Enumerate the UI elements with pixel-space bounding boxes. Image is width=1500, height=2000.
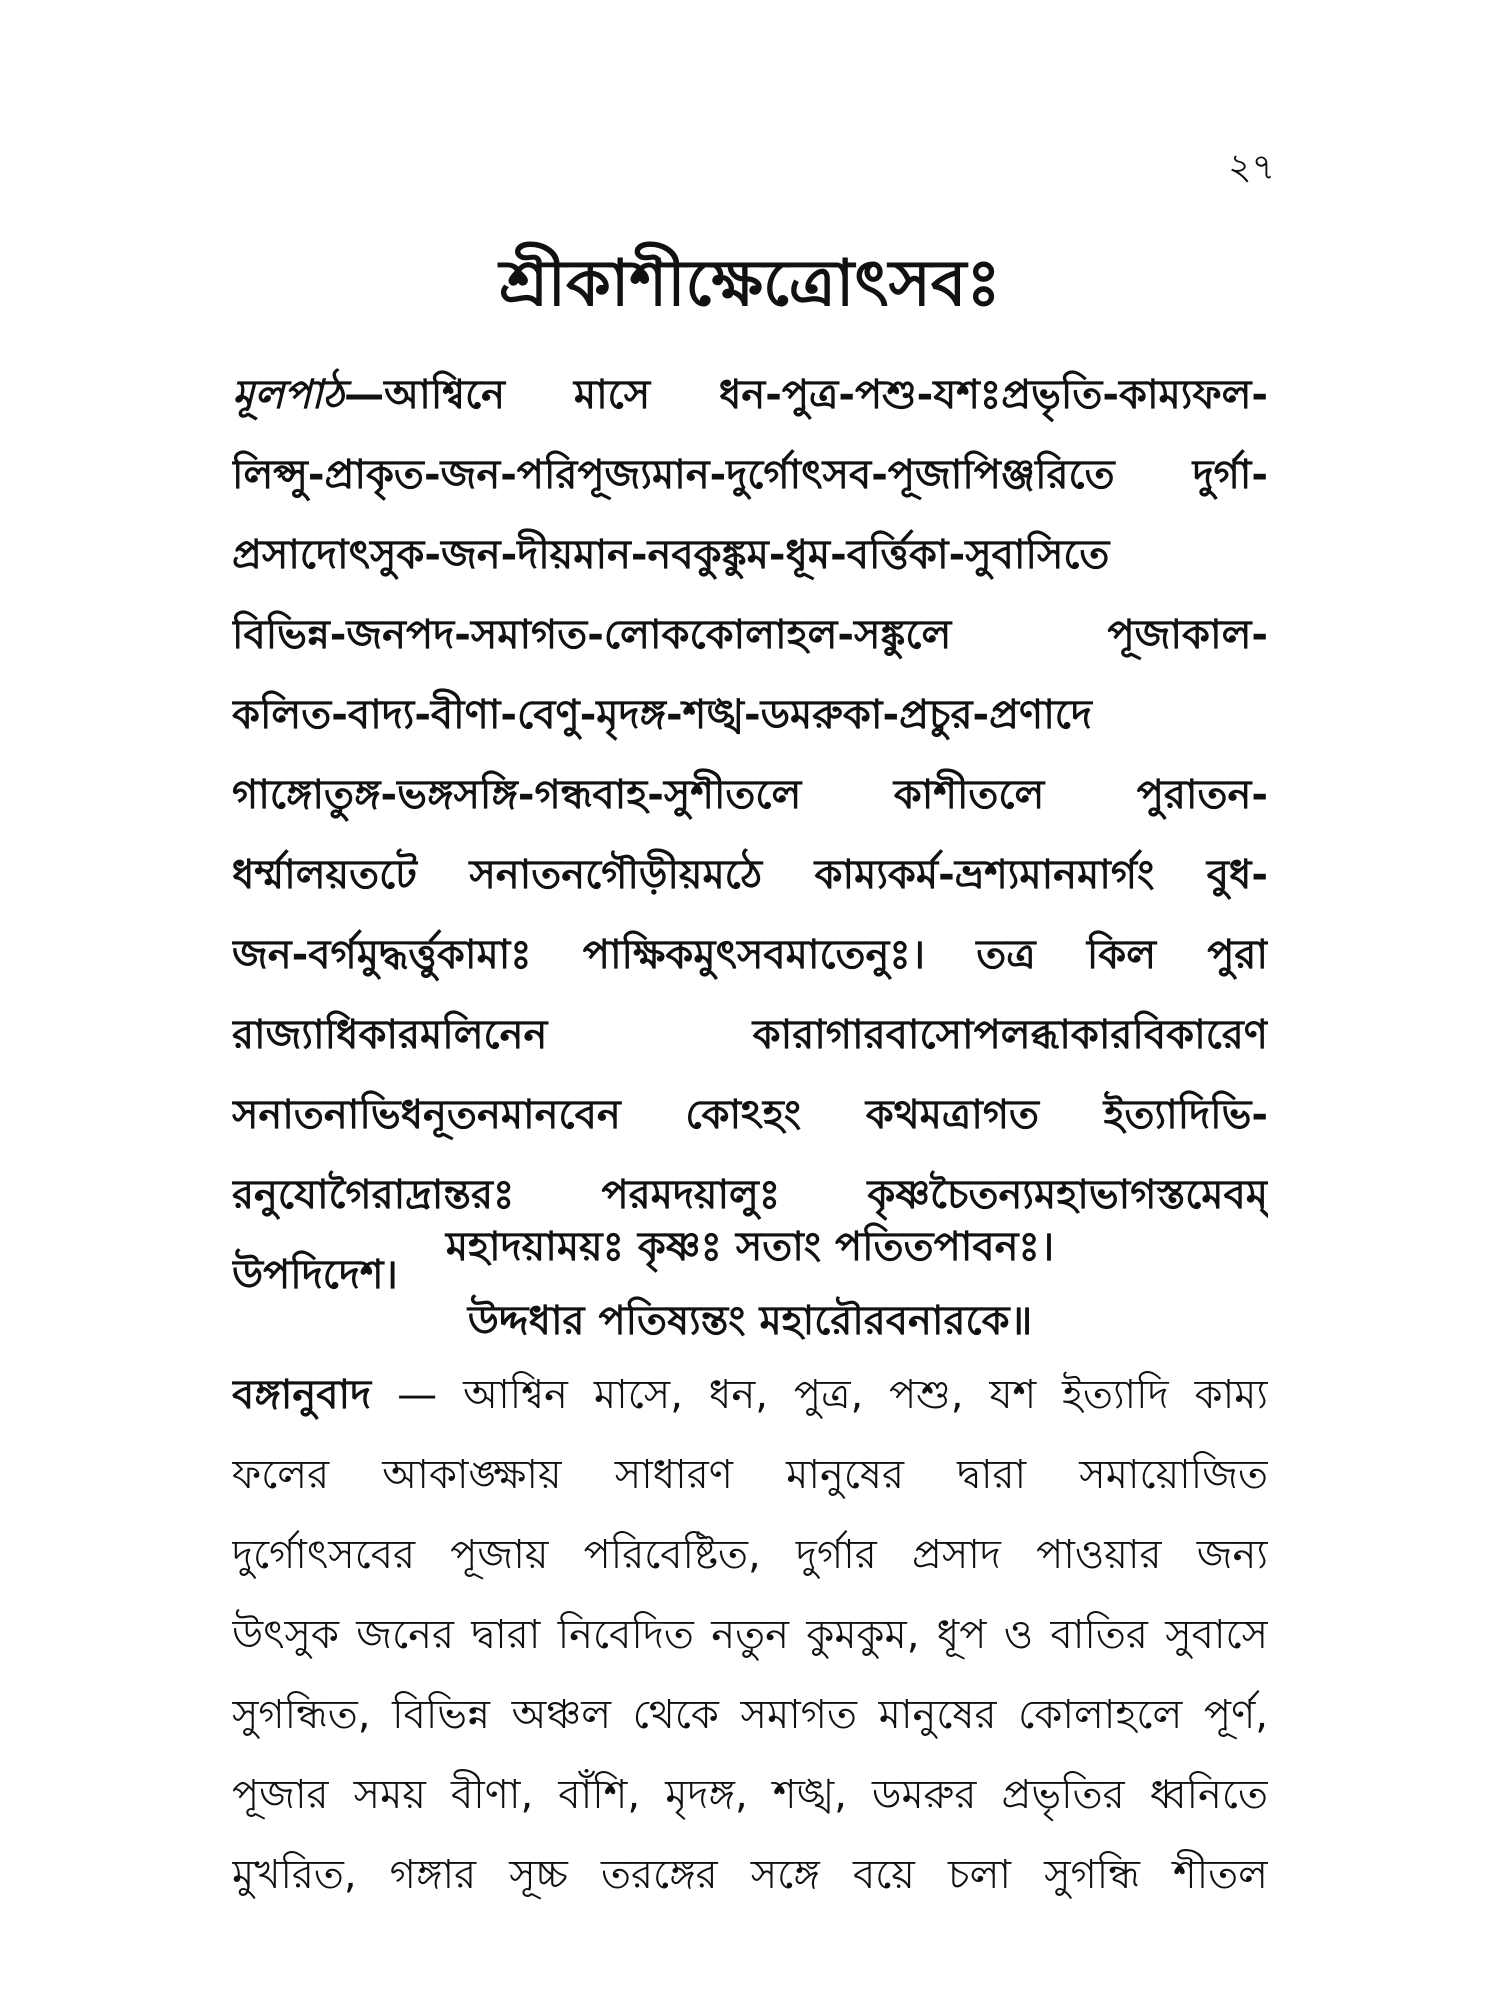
sanskrit-verse xyxy=(0,1210,1500,1358)
text-line: সুগন্ধিত, বিভিন্ন অঞ্চল থেকে সমাগত মানুষের কোলাহলে পূর্ণ, xyxy=(232,1692,1268,1738)
text-line: রাজ্যাধিকারমলিনেন কারাগারবাসোপলব্ধাকারবিকারেণ xyxy=(232,1012,1268,1058)
original-label: মূলপাঠ xyxy=(232,372,345,418)
text-line: কলিত-বাদ্য-বীণা-বেণু-মৃদঙ্গ-শঙ্খ-ডমরুকা-প্রচুর-প্রণাদে xyxy=(232,692,1092,738)
text-line: মুখরিত, গঙ্গার সূচ্চ তরঙ্গের সঙ্গে বয়ে চলা সুগন্ধি শীতল xyxy=(232,1852,1268,1898)
text-line: প্রসাদোৎসুক-জন-দীয়মান-নবকুঙ্কুম-ধূম-বর্ত্তিকা-সুবাসিতে xyxy=(232,532,1110,578)
verse-line: মহাদয়াময়ঃ কৃষ্ণঃ সতাং পতিতপাবনঃ। xyxy=(445,1224,1055,1270)
text-line: বঙ্গানুবাদ — আশ্বিন মাসে, ধন, পুত্র, পশু, যশ ইত্যাদি কাম্য xyxy=(232,1372,1268,1418)
text-line: বিভিন্ন-জনপদ-সমাগত-লোককোলাহল-সঙ্কুলে পূজাকাল- xyxy=(232,612,1268,658)
verse-line: উদ্দধার পতিষ্যন্তং মহারৌরবনারকে॥ xyxy=(467,1298,1033,1344)
text-line: জন-বর্গমুদ্ধর্ত্তুকামাঃ পাক্ষিকমুৎসবমাতেনুঃ। তত্র কিল পুরা xyxy=(232,932,1268,978)
text-line: পূজার সময় বীণা, বাঁশি, মৃদঙ্গ, শঙ্খ, ডমরুর প্রভৃতির ধ্বনিতে xyxy=(232,1772,1268,1818)
text-line: উৎসুক জনের দ্বারা নিবেদিত নতুন কুমকুম, ধূপ ও বাতির সুবাসে xyxy=(232,1612,1268,1658)
translation-label: বঙ্গানুবাদ xyxy=(232,1372,372,1418)
original-text-block xyxy=(232,355,1268,1315)
text-line: ফলের আকাঙ্ক্ষায় সাধারণ মানুষের দ্বারা সমায়োজিত xyxy=(232,1452,1268,1498)
translation-block xyxy=(232,1355,1268,1915)
text-line: উপদিদেশ। xyxy=(232,1252,398,1298)
page-title: শ্রীকাশীক্ষেত্রোৎসবঃ xyxy=(499,247,1001,321)
text-line: লিপ্সু-প্রাকৃত-জন-পরিপূজ্যমান-দুর্গোৎসব-পূজাপিঞ্জরিতে দুর্গা- xyxy=(232,452,1268,498)
text-line: রনুযোগৈরাদ্রান্তরঃ পরমদয়ালুঃ কৃষ্ণচৈতন্যমহাভাগস্তমেবম্ xyxy=(232,1172,1268,1218)
text-line: মূলপাঠ—আশ্বিনে মাসে ধন-পুত্র-পশু-যশঃপ্রভৃতি-কাম্যফল- xyxy=(232,372,1268,418)
text-line: দুর্গোৎসবের পূজায় পরিবেষ্টিত, দুর্গার প্রসাদ পাওয়ার জন্য xyxy=(232,1532,1268,1578)
text-line: ধর্ম্মালয়তটে সনাতনগৌড়ীয়মঠে কাম্যকর্ম-ভ্রশ্যমানমার্গং বুধ- xyxy=(232,852,1268,898)
page-number: ২৭ xyxy=(1228,147,1275,188)
text-line: গাঙ্গোতুঙ্গ-ভঙ্গসঙ্গি-গন্ধবাহ-সুশীতলে কাশীতলে পুরাতন- xyxy=(232,772,1268,818)
text-line: সনাতনাভিধনূতনমানবেন কোঽহং কথমত্রাগত ইত্যাদিভি- xyxy=(232,1092,1268,1138)
